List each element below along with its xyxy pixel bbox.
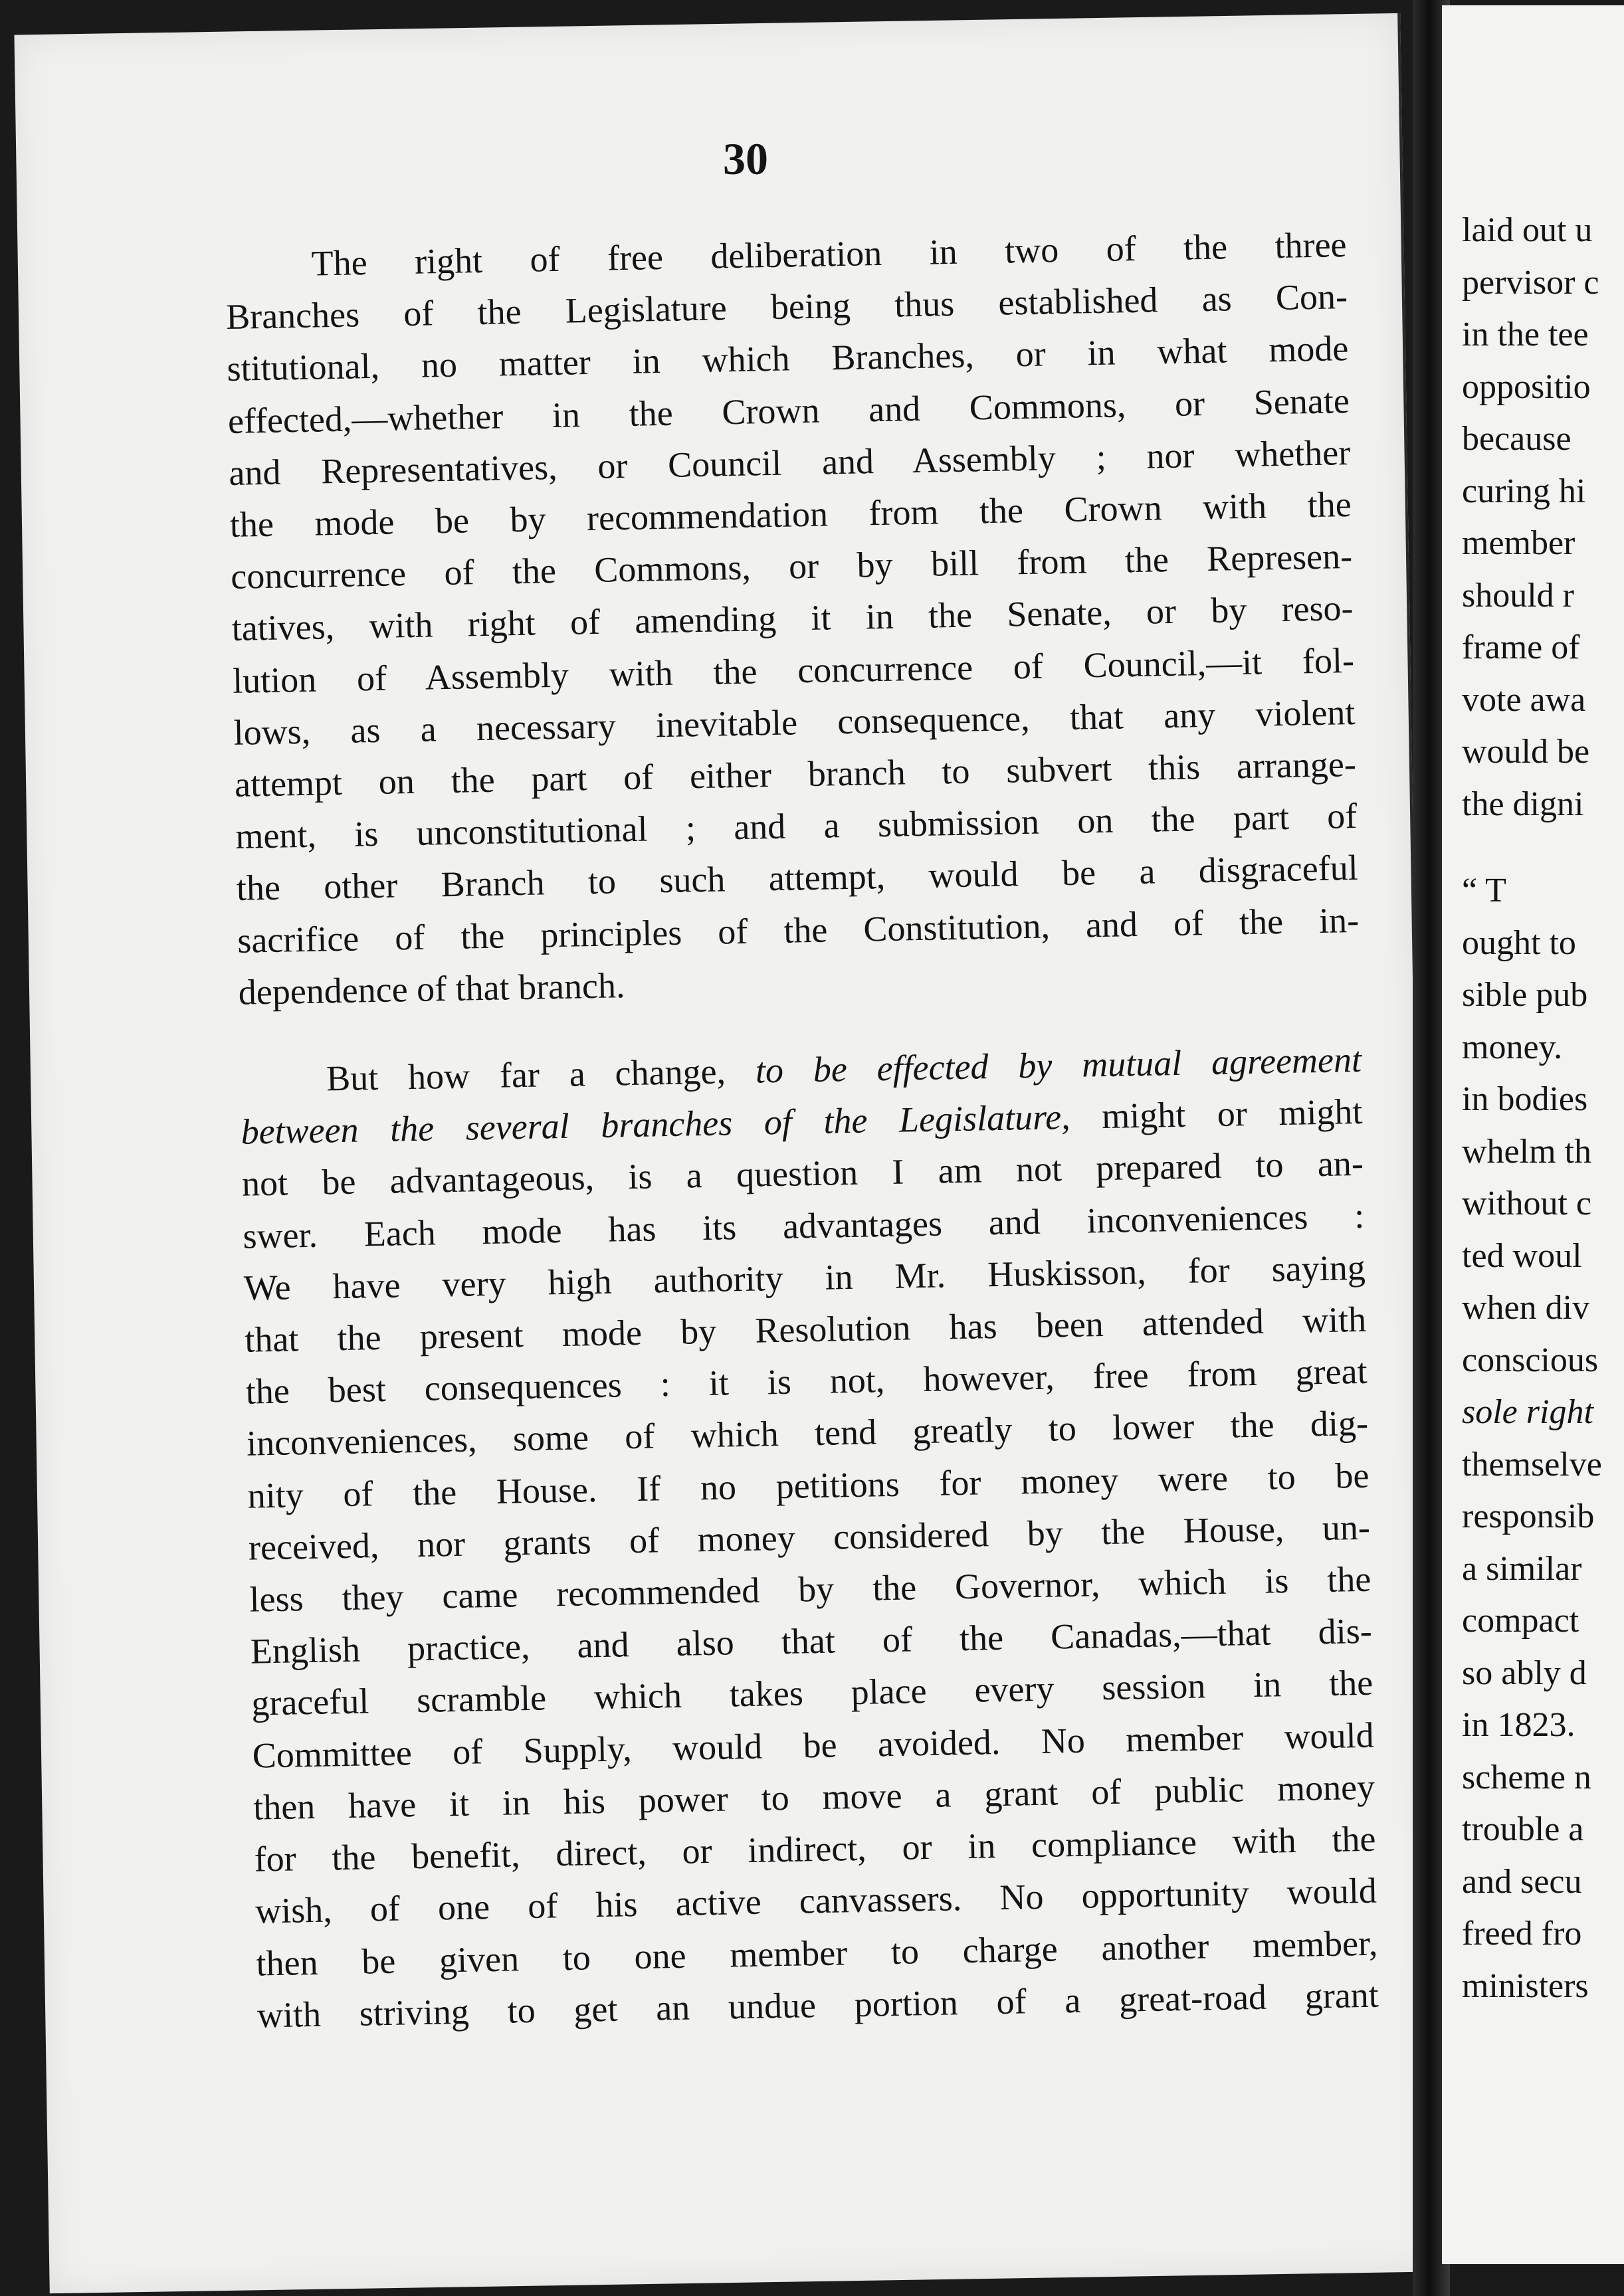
italic-run: to be effected by mutual agreement	[755, 1039, 1362, 1091]
facing-line: curing hi	[1462, 472, 1586, 510]
facing-line: and secu	[1462, 1862, 1582, 1901]
text-line: and Representatives, or Council and Assembly ; nor whether	[228, 432, 1351, 493]
facing-page	[1442, 5, 1624, 2264]
facing-line: would be	[1462, 733, 1590, 771]
facing-line: in bodies	[1462, 1080, 1588, 1118]
text-line: lows, as a necessary inevitable consequence, that any violent	[233, 692, 1356, 753]
facing-line: trouble a	[1462, 1810, 1584, 1848]
facing-line: frame of	[1462, 628, 1580, 666]
text-line: We have very high authority in Mr. Huskisson, for saying	[243, 1247, 1366, 1308]
text-line: then have it in his power to move a grant of public money	[253, 1767, 1375, 1828]
text-line: less they came recommended by the Governor, which is the	[249, 1559, 1371, 1620]
text-run: might or might	[1101, 1092, 1363, 1137]
text-line: inconveniences, some of which tend greatly to lower the dig-	[246, 1403, 1369, 1464]
facing-line: in the tee	[1462, 316, 1589, 353]
text-line: sacrifice of the principles of the Constitution, and of the in-	[237, 900, 1360, 961]
text-line: received, nor grants of money considered by the House, un-	[248, 1507, 1371, 1568]
facing-line: when div	[1462, 1289, 1590, 1327]
text-line: tatives, with right of amending it in the Senate, or by reso-	[231, 588, 1354, 649]
text-line: English practice, and also that of the Canadas,—that dis-	[250, 1610, 1373, 1672]
facing-line: ted woul	[1462, 1236, 1582, 1275]
facing-line: ministers	[1462, 1966, 1589, 2005]
text-line: lution of Assembly with the concurrence of Council,—it fol-	[232, 640, 1355, 701]
facing-line: should r	[1462, 576, 1574, 615]
facing-line: scheme n	[1462, 1758, 1591, 1796]
facing-line: oppositio	[1462, 367, 1591, 406]
text-line: Committee of Supply, would be avoided. No member would	[252, 1715, 1375, 1776]
facing-line: laid out u	[1462, 211, 1593, 249]
text-line: wish, of one of his active canvassers. No opportunity would	[254, 1870, 1377, 1931]
paragraph-1	[225, 219, 1360, 1018]
text-line: swer. Each mode has its advantages and inconveniences :	[242, 1195, 1365, 1256]
text-line: attempt on the part of either branch to subvert this arrange-	[234, 743, 1357, 805]
facing-line: money.	[1462, 1028, 1563, 1066]
text-line: effected,—whether in the Crown and Commons, or Senate	[227, 380, 1350, 441]
text-line: not be advantageous, is a question I am not prepared to an-	[241, 1143, 1364, 1204]
facing-line: without c	[1462, 1185, 1591, 1222]
text-line: with striving to get an undue portion of a great-road grant	[256, 1974, 1379, 2036]
facing-line: whelm th	[1462, 1132, 1591, 1171]
text-line: the mode be by recommendation from the Crown with the	[229, 484, 1352, 545]
facing-line: ought to	[1462, 923, 1576, 962]
facing-line: themselve	[1462, 1445, 1602, 1483]
facing-line: a similar	[1462, 1549, 1582, 1588]
page-body	[225, 219, 1379, 2041]
text-line: The right of free deliberation in two of the three	[311, 225, 1347, 284]
facing-line: so ably d	[1462, 1654, 1587, 1692]
paragraph-gap	[1462, 830, 1624, 865]
facing-line: because	[1462, 420, 1572, 458]
text-line: Branches of the Legislature being thus established as Con-	[225, 276, 1348, 337]
italic-run: between the several branches of the Legislature,	[241, 1097, 1071, 1153]
text-line: nity of the House. If no petitions for money were to be	[247, 1455, 1370, 1516]
text-line: ment, is unconstitutional ; and a submission on the part of	[235, 796, 1358, 857]
facing-line: compact	[1462, 1602, 1579, 1640]
facing-line: sible pub	[1462, 976, 1588, 1014]
facing-page-text	[1462, 205, 1624, 2012]
text-run: But how far a change,	[326, 1051, 726, 1099]
text-line: dependence of that branch.	[238, 965, 625, 1012]
page-number: 30	[723, 134, 768, 184]
facing-line: freed fro	[1462, 1915, 1582, 1953]
text-line: concurrence of the Commons, or by bill from the Represen-	[230, 536, 1353, 597]
text-line: that the present mode by Resolution has been attended with	[244, 1299, 1367, 1360]
text-line: the best consequences : it is not, however, free from great	[245, 1351, 1368, 1412]
facing-line: “ T	[1462, 872, 1506, 909]
text-line: then be given to one member to charge another member,	[256, 1923, 1378, 1984]
paragraph-2	[239, 1034, 1379, 2042]
text-line: graceful scramble which takes place every session in the	[251, 1663, 1373, 1724]
facing-line: member	[1462, 524, 1575, 562]
facing-line: responsib	[1462, 1497, 1595, 1535]
text-line: for the benefit, direct, or indirect, or in compliance with the	[254, 1818, 1376, 1879]
text-line: stitutional, no matter in which Branches, or in what mode	[227, 328, 1349, 389]
facing-line: vote awa	[1462, 680, 1586, 719]
text-line: the other Branch to such attempt, would be a disgraceful	[236, 848, 1359, 909]
facing-line: the digni	[1462, 785, 1584, 823]
facing-line: in 1823.	[1462, 1706, 1575, 1744]
facing-line: sole right	[1462, 1393, 1593, 1431]
facing-line: pervisor c	[1462, 263, 1599, 302]
facing-line: conscious	[1462, 1341, 1599, 1379]
